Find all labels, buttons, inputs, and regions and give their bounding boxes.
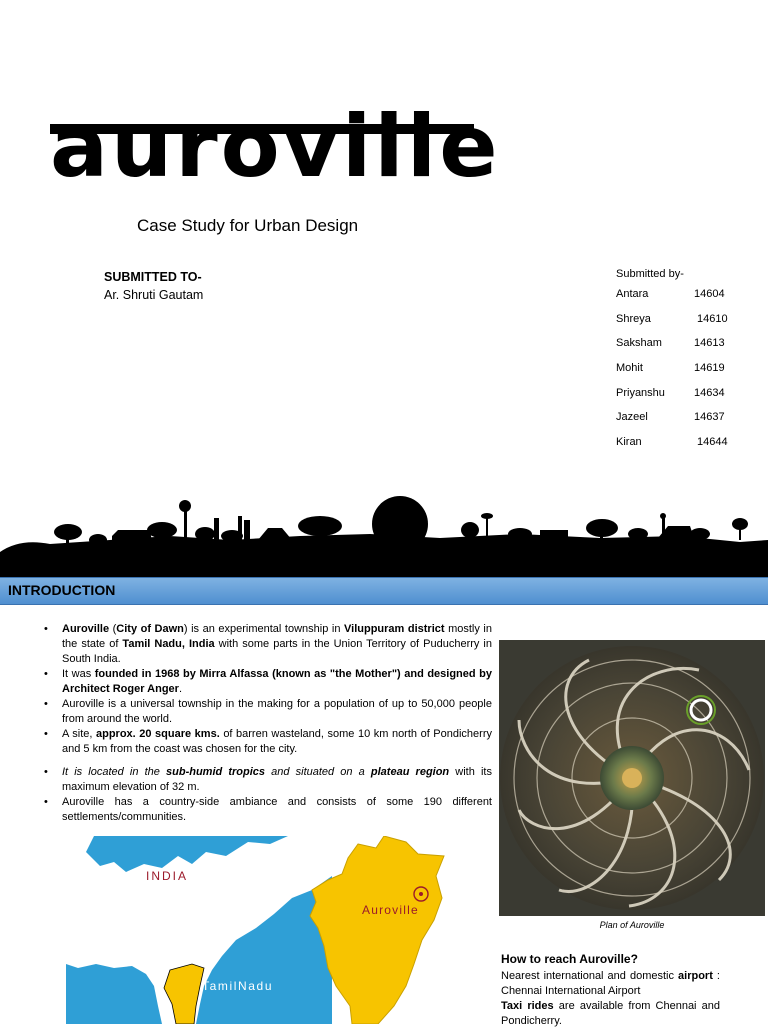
member-row — [616, 362, 728, 387]
member-row — [616, 436, 728, 461]
bullet-text-bold: City of Dawn — [116, 623, 184, 635]
member-id: 14637 — [694, 411, 725, 424]
plan-caption: Plan of Auroville — [599, 920, 665, 930]
how-to-reach-title: How to reach Auroville? — [501, 952, 638, 966]
submitted-to-name: Ar. Shruti Gautam — [104, 288, 204, 302]
bullet-text: Auroville has a country-side ambiance and consists of some 190 different settlements/communities. — [62, 796, 492, 823]
submitted-to-block — [104, 268, 203, 304]
bullet-text: ( — [109, 623, 117, 635]
introduction-heading: INTRODUCTION — [8, 582, 116, 598]
member-id: 14610 — [697, 312, 728, 325]
bullet-text: . — [178, 683, 183, 695]
submitted-to-label: SUBMITTED TO- — [104, 270, 202, 284]
reach-text: : Chennai International Airport — [501, 970, 720, 997]
bullet-text-bold: Tamil Nadu, India — [122, 638, 215, 650]
member-row — [616, 387, 728, 412]
bullet-text-bold-italic: sub-humid tropics — [166, 766, 266, 778]
reach-text: are available from Chennai and Pondicherry. — [501, 1000, 720, 1027]
bullet-text-bold: founded in 1968 by Mirra Alfassa (known as "the Mother") and designed by Architect Roger Anger — [62, 668, 492, 695]
list-item — [44, 622, 492, 667]
reach-taxi-text — [501, 999, 720, 1029]
member-row — [616, 313, 728, 338]
bullet-text: mostly in the state of — [62, 623, 492, 650]
list-item — [44, 667, 492, 697]
member-id: 14634 — [694, 386, 725, 399]
member-row — [616, 288, 728, 313]
member-name: Priyanshu — [616, 386, 665, 399]
submitted-by-block — [616, 268, 728, 461]
introduction-bullets — [44, 622, 492, 825]
map-label-india: INDIA — [146, 869, 189, 883]
member-name: Kiran — [616, 436, 642, 449]
member-row — [616, 337, 728, 362]
bullet-text-bold: approx. 20 square kms. — [96, 728, 220, 740]
bullet-text: Auroville is a universal township in the making for a population of up to 50,000 people from around the world. — [62, 698, 492, 725]
list-item — [44, 765, 492, 795]
reach-airport-text — [501, 969, 720, 999]
list-item — [44, 795, 492, 825]
reach-text-bold: airport — [678, 970, 713, 982]
bullet-text-bold-italic: plateau region — [370, 766, 450, 778]
bullet-text: It was — [62, 668, 95, 680]
member-name: Antara — [616, 288, 649, 300]
bullet-text: ) is an experimental township in — [183, 623, 344, 635]
list-item — [44, 727, 492, 757]
member-id: 14644 — [697, 436, 728, 449]
member-name: Jazeel — [616, 411, 648, 424]
page-title: auroville — [50, 97, 501, 197]
bullet-text-bold: Auroville — [62, 623, 110, 635]
member-id: 14613 — [694, 337, 725, 350]
submitted-by-label: Submitted by- — [616, 268, 684, 280]
introduction-heading-bar — [0, 577, 768, 605]
bullet-text-bold: Viluppuram district — [344, 623, 445, 635]
member-name: Saksham — [616, 337, 662, 350]
bullet-text: with its maximum elevation of 32 m. — [62, 766, 492, 793]
member-name: Mohit — [616, 362, 643, 375]
auroville-plan-image — [499, 640, 765, 916]
bullet-text: with some parts in the Union Territory of Puducherry in South India. — [62, 638, 492, 665]
member-name: Shreya — [616, 312, 651, 325]
bullet-text: A site, — [62, 728, 96, 740]
member-row — [616, 411, 728, 436]
map-label-auroville: Auroville — [362, 903, 419, 917]
how-to-reach-section — [501, 952, 720, 1029]
bullet-text-italic: It is located in the — [62, 766, 167, 778]
reach-text: Nearest international and domestic — [501, 970, 679, 982]
bullet-text: of barren wasteland, some 10 km north of Pondicherry and 5 km from the coast was chosen for the city. — [62, 728, 492, 755]
skyline-silhouette — [0, 490, 768, 578]
map-label-tamilnadu: TamilNadu — [202, 979, 274, 993]
list-item — [44, 697, 492, 727]
member-id: 14619 — [694, 362, 725, 375]
reach-text-bold: Taxi rides — [501, 1000, 554, 1012]
bullet-text-italic: and situated on a — [265, 766, 371, 778]
location-map — [66, 836, 470, 1024]
member-id: 14604 — [694, 288, 725, 300]
page-subtitle: Case Study for Urban Design — [137, 216, 359, 235]
